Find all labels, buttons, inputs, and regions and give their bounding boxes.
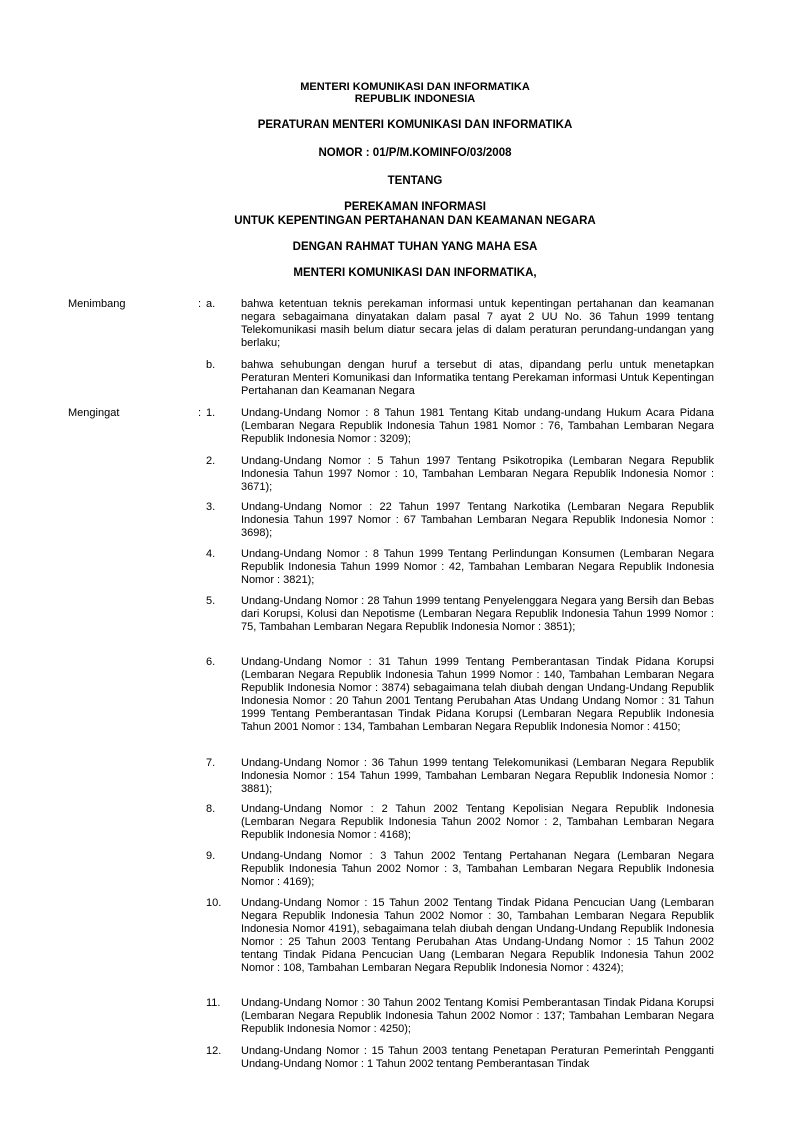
item-number: 6. <box>206 656 216 668</box>
menimbang-colon: : <box>198 298 202 310</box>
item-text: Undang-Undang Nomor : 31 Tahun 1999 Tentang Pemberantasan Tindak Pidana Korupsi (Lembaran Negara Republik Indonesia Tahun 1999 Nomor : 140, Tambahan Lembaran Negara Republik Indonesia Nomor : 3874) sebagaimana telah diubah dengan Undang-Undang Republik Indonesia Nomor : 20 Tahun 2001 Tentang Perubahan Atas Undang Undang Nomor : 31 Tahun 1999 Tentang Pemberantasan Tindak Pidana Korupsi (Lembaran Negara Republik Indonesia Tahun 2001 Nomor : 134, Tambahan Lembaran Negara Republik Indonesia Nomor : 4150; <box>241 656 714 734</box>
subject-line-2: UNTUK KEPENTINGAN PERTAHANAN DAN KEAMANAN NEGARA <box>234 215 596 227</box>
item-text: Undang-Undang Nomor : 15 Tahun 2003 tentang Penetapan Peraturan Pemerintah Pengganti Undang-Undang Nomor : 1 Tahun 2002 tentang Pemberantasan Tindak <box>241 1045 714 1071</box>
item-number: a. <box>206 298 216 310</box>
item-number: 4. <box>206 548 216 560</box>
regulation-title: PERATURAN MENTERI KOMUNIKASI DAN INFORMATIKA <box>257 119 573 131</box>
grace-line: DENGAN RAHMAT TUHAN YANG MAHA ESA <box>292 241 538 253</box>
item-number: 9. <box>206 850 216 862</box>
item-text: Undang-Undang Nomor : 5 Tahun 1997 Tentang Psikotropika (Lembaran Negara Republik Indonesia Tahun 1997 Nomor : 10, Tambahan Lembaran Negara Republik Indonesia Nomor : 3671); <box>241 455 714 494</box>
menimbang-label: Menimbang <box>68 298 126 310</box>
minister-line: MENTERI KOMUNIKASI DAN INFORMATIKA, <box>293 267 537 279</box>
item-text: bahwa sehubungan dengan huruf a tersebut di atas, dipandang perlu untuk menetapkan Peraturan Menteri Komunikasi dan Informatika tentang Perekaman informasi Untuk Kepentingan Pertahanan dan Keamanan Negara <box>241 359 714 398</box>
item-text: Undang-Undang Nomor : 22 Tahun 1997 Tentang Narkotika (Lembaran Negara Republik Indonesia Tahun 1997 Nomor : 67 Tambahan Lembaran Negara Republik Indonesia Nomor : 3698); <box>241 501 714 540</box>
subject-line-1: PEREKAMAN INFORMASI <box>344 201 486 213</box>
ministry-name: MENTERI KOMUNIKASI DAN INFORMATIKA <box>300 81 530 93</box>
item-text: bahwa ketentuan teknis perekaman informasi untuk kepentingan pertahanan dan keamanan negara sebagaimana dinyatakan dalam pasal 7 ayat 2 UU No. 36 Tahun 1999 tentang Telekomunikasi masih belum diatur secara jelas di dalam peraturan perundang-undangan yang berlaku; <box>241 298 714 350</box>
item-number: 8. <box>206 803 216 815</box>
item-number: 10. <box>206 897 222 909</box>
item-number: 11. <box>206 997 221 1009</box>
item-text: Undang-Undang Nomor : 8 Tahun 1999 Tentang Perlindungan Konsumen (Lembaran Negara Republik Indonesia Tahun 1999 Nomor : 42, Tambahan Lembaran Negara Republik Indonesia Nomor : 3821); <box>241 548 714 587</box>
item-number: 3. <box>206 501 216 513</box>
item-number: 2. <box>206 455 216 467</box>
about-heading: TENTANG <box>387 175 443 187</box>
mengingat-colon: : <box>198 407 202 419</box>
item-text: Undang-Undang Nomor : 28 Tahun 1999 tentang Penyelenggara Negara yang Bersih dan Bebas dari Korupsi, Kolusi dan Nepotisme (Lembaran Negara Republik Indonesia Tahun 1999 Nomor : 75, Tambahan Lembaran Negara Republik Indonesia Nomor : 3851); <box>241 595 714 634</box>
item-number: 5. <box>206 595 216 607</box>
item-text: Undang-Undang Nomor : 30 Tahun 2002 Tentang Komisi Pemberantasan Tindak Pidana Korupsi (Lembaran Negara Republik Indonesia Tahun 2002 Nomor : 137; Tambahan Lembaran Negara Republik Indonesia Nomor : 4250); <box>241 997 714 1036</box>
item-number: 12. <box>206 1045 222 1057</box>
item-text: Undang-Undang Nomor : 2 Tahun 2002 Tentang Kepolisian Negara Republik Indonesia (Lembaran Negara Republik Indonesia Tahun 2002 Nomor : 2, Tambahan Lembaran Negara Republik Indonesia Nomor : 4168); <box>241 803 714 842</box>
item-number: 1. <box>206 407 216 419</box>
regulation-number: NOMOR : 01/P/M.KOMINFO/03/2008 <box>318 147 512 159</box>
mengingat-label: Mengingat <box>68 407 120 419</box>
item-text: Undang-Undang Nomor : 15 Tahun 2002 Tentang Tindak Pidana Pencucian Uang (Lembaran Negara Republik Indonesia Tahun 2002 Nomor : 30, Tambahan Lembaran Negara Republik Indonesia Nomor 4191), sebagaimana telah diubah dengan Undang-Undang Republik Indonesia Nomor : 25 Tahun 2003 Tentang Perubahan Atas Undang-Undang Nomor : 15 Tahun 2002 tentang Tindak Pidana Pencucian Uang (Lembaran Negara Republik Indonesia Tahun 2002 Nomor : 108, Tambahan Lembaran Negara Republik Indonesia Nomor : 4324); <box>241 897 714 975</box>
republic-name: REPUBLIK INDONESIA <box>354 93 476 105</box>
item-number: b. <box>206 359 216 371</box>
item-text: Undang-Undang Nomor : 3 Tahun 2002 Tentang Pertahanan Negara (Lembaran Negara Republik Indonesia Tahun 2002 Nomor : 3, Tambahan Lembaran Negara Republik Indonesia Nomor : 4169); <box>241 850 714 889</box>
item-text: Undang-Undang Nomor : 8 Tahun 1981 Tentang Kitab undang-undang Hukum Acara Pidana (Lembaran Negara Republik Indonesia Tahun 1981 Nomor : 76, Tambahan Lembaran Negara Republik Indonesia Nomor : 3209); <box>241 407 714 446</box>
item-number: 7. <box>206 757 216 769</box>
item-text: Undang-Undang Nomor : 36 Tahun 1999 tentang Telekomunikasi (Lembaran Negara Republik Indonesia Nomor : 154 Tahun 1999, Tambahan Lembaran Negara Republik Indonesia Nomor : 3881); <box>241 757 714 796</box>
